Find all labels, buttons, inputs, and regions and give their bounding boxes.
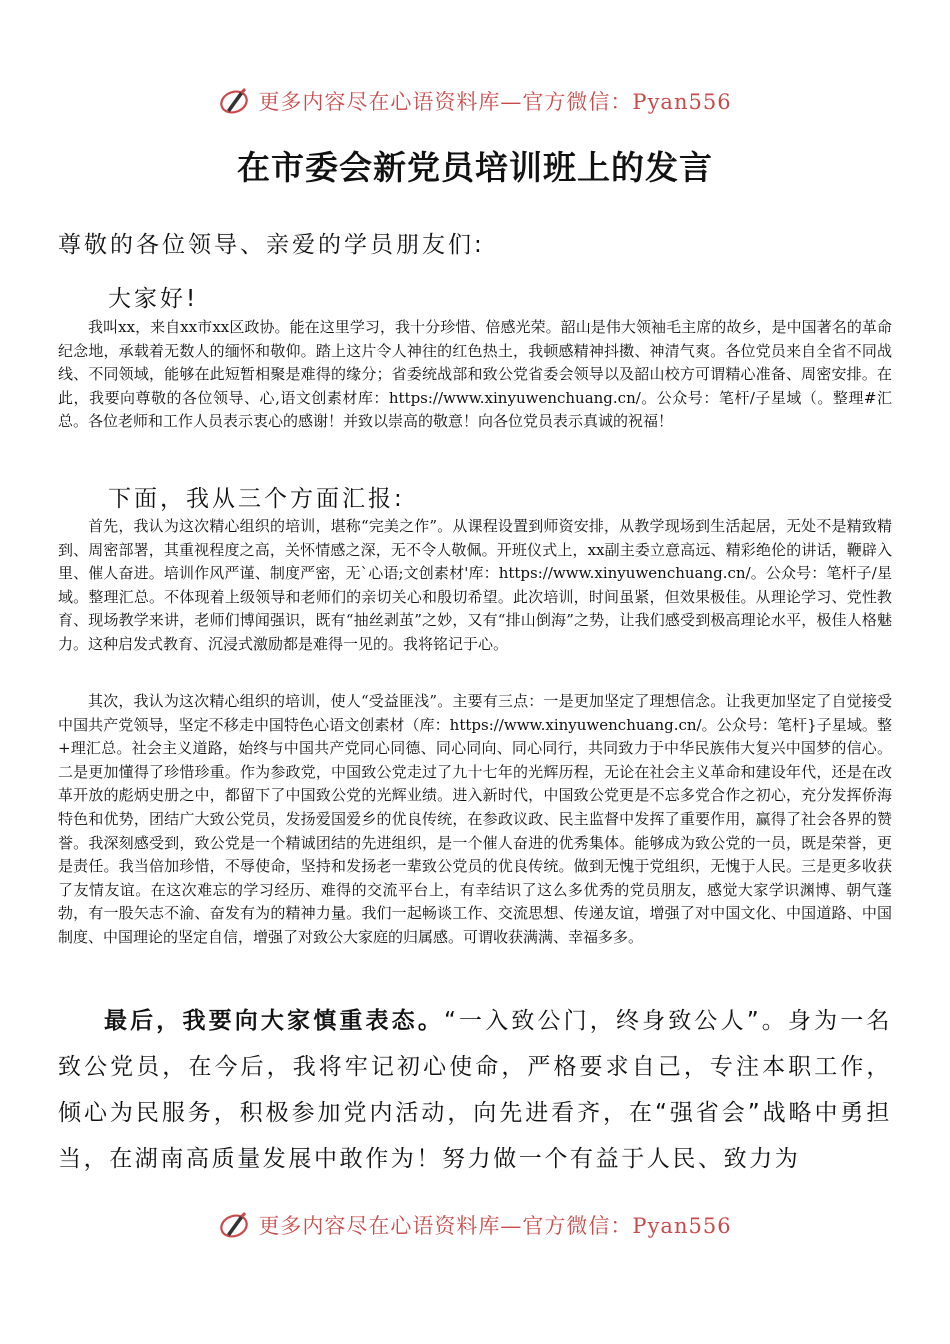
paragraph-final — [58, 998, 892, 1188]
pen-swirl-logo-icon — [218, 1208, 252, 1242]
greeting: 大家好! — [108, 286, 199, 312]
paragraph-first: 首先，我认为这次精心组织的培训，堪称“完美之作”。从课程设置到师资安排，从教学现场到生活起居，无处不是精致精到、周密部署，其重视程度之高，关怀情感之深，无不令人敬佩。开班仪式上，xx副主委立意高远、精彩绝伦的讲话，鞭辟入里、催人奋进。培训作风严谨、制度严密，无`心语;文创素材'库：https://www.xinyuwenchuang.cn/。公众号：笔杆子/星域。整理汇总。不体现着上级领导和老师们的亲切关心和殷切希望。此次培训，时间虽紧，但效果极佳。从理论学习、党性教育、现场教学来讲，老师们博闻强识，既有“抽丝剥茧”之妙，又有“排山倒海”之势，让我们感受到极高理论水平，极佳人格魅力。这种启发式教育、沉浸式激励都是难得一见的。我将铭记于心。 — [58, 517, 892, 653]
header-banner — [0, 84, 950, 118]
final-lead: 最后，我要向大家慎重表态。 — [104, 1008, 444, 1034]
document-title: 在市委会新党员培训班上的发言 — [237, 148, 713, 187]
banner-text: 更多内容尽在心语资料库—官方微信：Pyan556 — [258, 1214, 732, 1238]
pen-swirl-logo-icon — [218, 84, 252, 118]
salutation: 尊敬的各位领导、亲爱的学员朋友们: — [58, 232, 485, 258]
section-subhead: 下面，我从三个方面汇报: — [108, 486, 405, 512]
banner-text: 更多内容尽在心语资料库—官方微信：Pyan556 — [258, 90, 732, 114]
paragraph-intro: 我叫xx，来自xx市xx区政协。能在这里学习，我十分珍惜、倍感光荣。韶山是伟大领袖毛主席的故乡，是中国著名的革命纪念地，承载着无数人的缅怀和敬仰。踏上这片令人神往的红色热土，我顿感精神抖擞、神清气爽。各位党员来自全省不同战线、不同领域，能够在此短暂相聚是难得的缘分；省委统战部和致公党省委会领导以及韶山校方可谓精心准备、周密安排。在此，我要向尊敬的各位领导、心,语文创素材库：https://www.xinyuwenchuang.cn/。公众号：笔杆/子星域（。整理#汇总。各位老师和工作人员表示衷心的感谢！并致以崇高的敬意！向各位党员表示真诚的祝福！ — [58, 318, 892, 431]
final-rest: “一入致公门，终身致公人”。身为一名致公党员，在今后，我将牢记初心使命，严格要求自己，专注本职工作，倾心为民服务，积极参加党内活动，向先进看齐，在“强省会”战略中勇担当，在湖南高质量发展中敢作为！努力做一个有益于人民、致力为 — [58, 1008, 892, 1172]
footer-banner — [0, 1208, 950, 1242]
paragraph-second: 其次，我认为这次精心组织的培训，使人“受益匪浅”。主要有三点：一是更加坚定了理想信念。让我更加坚定了自觉接受中国共产党领导，坚定不移走中国特色心语文创素材（库：https://www.xinyuwenchuang.cn/。公众号：笔杆}子星域。整+理汇总。社会主义道路，始终与中国共产党同心同德、同心同向、同心同行，共同致力于中华民族伟大复兴中国梦的信心。二是更加懂得了珍惜珍重。作为参政党，中国致公党走过了九十七年的光辉历程，无论在社会主义革命和建设年代，还是在改革开放的彪炳史册之中，都留下了中国致公党的光辉业绩。进入新时代，中国致公党更是不忘多党合作之初心，充分发挥侨海特色和优势，团结广大致公党员，发扬爱国爱乡的优良传统，在参政议政、民主监督中发挥了重要作用，赢得了社会各界的赞誉。我深刻感受到，致公党是一个精诚团结的先进组织，是一个催人奋进的优秀集体。能够成为致公党的一员，既是荣誉，更是责任。我当倍加珍惜，不辱使命，坚持和发扬老一辈致公党员的优良传统。做到无愧于党组织，无愧于人民。三是更多收获了友情友谊。在这次难忘的学习经历、难得的交流平台上，有幸结识了这么多优秀的党员朋友，感觉大家学识渊博、朝气蓬勃，有一股矢志不渝、奋发有为的精神力量。我们一起畅谈工作、交流思想、传递友谊，增强了对中国文化、中国道路、中国制度、中国理论的坚定自信，增强了对致公大家庭的归属感。可谓收获满满、幸福多多。 — [58, 692, 892, 946]
